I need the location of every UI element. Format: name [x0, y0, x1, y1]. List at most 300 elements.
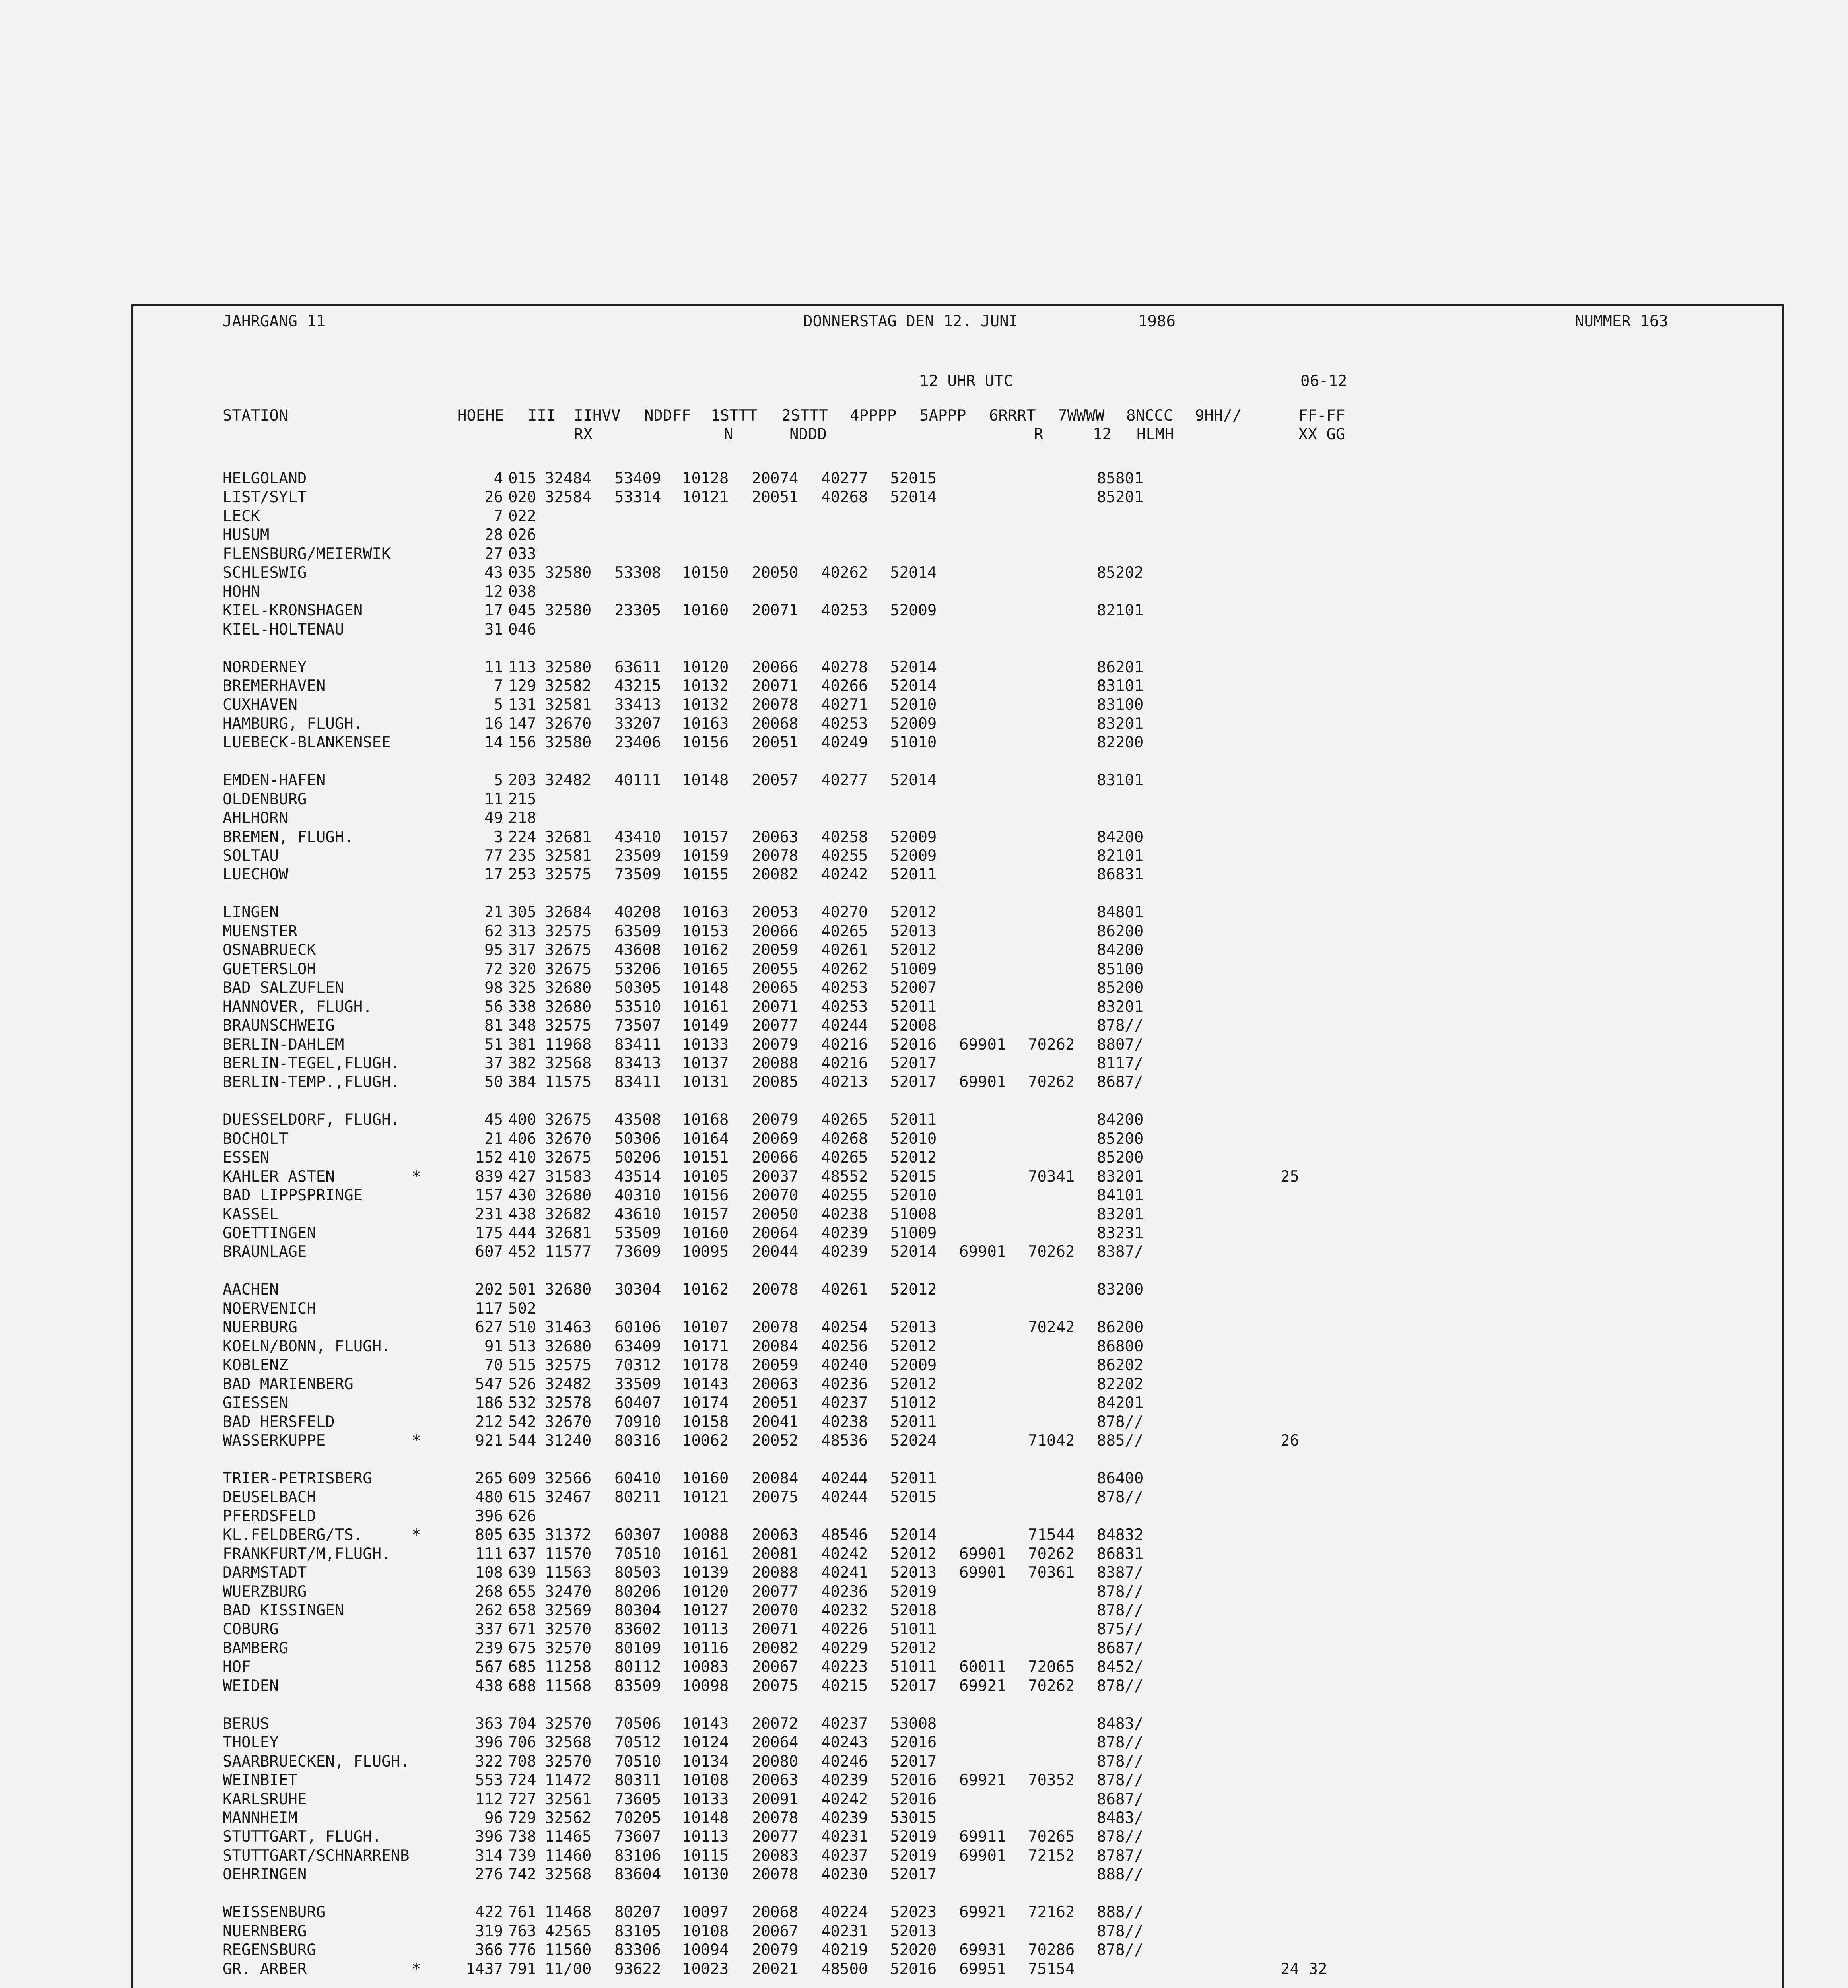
cell-station-name: BAD KISSINGEN	[223, 1602, 344, 1619]
cell-nddff: 63509	[614, 922, 661, 940]
cell-hoehe: 607	[475, 1243, 503, 1261]
cell-nddff: 53314	[614, 488, 661, 507]
cell-iihvv: 32675	[545, 1111, 592, 1129]
cell-iihvv: 32680	[545, 998, 592, 1016]
cell-nccc8: 86201	[1097, 658, 1144, 676]
cell-wwww7: 75154	[1028, 1960, 1075, 1978]
cell-nccc8: 83201	[1097, 714, 1144, 733]
cell-station-name: SOLTAU	[223, 847, 279, 865]
cell-wwww7: 70361	[1028, 1564, 1075, 1582]
cell-rrrt6: 69921	[959, 1771, 1006, 1790]
col-12: 12	[1093, 425, 1112, 443]
cell-iihvv: 32467	[545, 1488, 592, 1507]
cell-hoehe: 11	[484, 658, 503, 676]
cell-iii: 253	[508, 866, 536, 884]
cell-station-name: THOLEY	[223, 1734, 279, 1752]
cell-appp5: 52012	[890, 941, 937, 959]
cell-appp5: 52019	[890, 1846, 937, 1865]
cell-hoehe: 45	[484, 1111, 503, 1129]
cell-iii: 317	[508, 941, 536, 959]
cell-hoehe: 31	[484, 620, 503, 639]
cell-iihvv: 32680	[545, 979, 592, 997]
cell-nddff: 83105	[614, 1922, 661, 1940]
cell-iii: 427	[508, 1167, 536, 1186]
table-row	[223, 1469, 1774, 1488]
cell-station-name: BAD HERSFELD	[223, 1413, 335, 1431]
cell-nddff: 70506	[614, 1714, 661, 1733]
cell-sttt1: 10120	[682, 658, 729, 676]
cell-iihvv: 11577	[545, 1243, 592, 1261]
cell-nddff: 50306	[614, 1130, 661, 1148]
cell-wwww7: 70262	[1028, 1035, 1075, 1054]
cell-wwww7: 70262	[1028, 1677, 1075, 1695]
cell-hoehe: 157	[475, 1186, 503, 1205]
cell-nccc8: 82200	[1097, 734, 1144, 752]
col-5appp: 5APPP	[919, 407, 966, 425]
cell-station-name: ESSEN	[223, 1149, 270, 1167]
cell-iihvv: 32575	[545, 1017, 592, 1035]
cell-iii: 406	[508, 1130, 536, 1148]
cell-iii: 763	[508, 1922, 536, 1940]
table-row	[223, 1507, 1774, 1526]
cell-wwww7: 70242	[1028, 1318, 1075, 1337]
cell-iii: 113	[508, 658, 536, 676]
cell-appp5: 52016	[890, 1790, 937, 1808]
cell-sttt2: 20070	[752, 1602, 799, 1619]
col-8nccc: 8NCCC	[1126, 407, 1173, 425]
cell-pppp4: 40224	[821, 1903, 868, 1922]
cell-nccc8: 86800	[1097, 1337, 1144, 1355]
cell-iii: 218	[508, 809, 536, 827]
cell-appp5: 52012	[890, 1545, 937, 1563]
cell-iii: 791	[508, 1960, 536, 1978]
cell-hoehe: 438	[475, 1677, 503, 1695]
cell-sttt2: 20068	[752, 714, 799, 733]
cell-station-name: LECK	[223, 507, 260, 525]
cell-hoehe: 265	[475, 1469, 503, 1487]
cell-pppp4: 40240	[821, 1356, 868, 1375]
cell-iihvv: 31463	[545, 1318, 592, 1337]
table-row	[223, 1827, 1774, 1846]
cell-station-name: BERLIN-TEMP.,FLUGH.	[223, 1073, 400, 1091]
col-nddd: NDDD	[789, 425, 827, 443]
cell-sttt1: 10023	[682, 1960, 729, 1978]
cell-appp5: 52015	[890, 1488, 937, 1507]
cell-sttt2: 20052	[752, 1431, 799, 1450]
cell-sttt2: 20081	[752, 1545, 799, 1563]
col-iihvv: IIHVV	[574, 407, 621, 425]
cell-hoehe: 50	[484, 1073, 503, 1091]
cell-nccc8: 85200	[1097, 1130, 1144, 1148]
cell-station-name: AACHEN	[223, 1281, 279, 1299]
col-1sttt: 1STTT	[711, 407, 758, 425]
cell-iihvv: 32575	[545, 1356, 592, 1375]
cell-sttt2: 20082	[752, 1639, 799, 1657]
cell-nccc8: 84200	[1097, 941, 1144, 959]
cell-nccc8: 8483/	[1097, 1809, 1144, 1827]
cell-station-name: BRAUNSCHWEIG	[223, 1017, 335, 1035]
cell-iihvv: 11468	[545, 1903, 592, 1922]
cell-station-name: STUTTGART, FLUGH.	[223, 1828, 382, 1846]
cell-sttt1: 10062	[682, 1431, 729, 1450]
cell-iii: 706	[508, 1734, 536, 1752]
cell-appp5: 52019	[890, 1582, 937, 1601]
cell-sttt2: 20051	[752, 488, 799, 507]
col-2sttt: 2STTT	[781, 407, 828, 425]
cell-iii: 542	[508, 1413, 536, 1431]
cell-sttt2: 20044	[752, 1243, 799, 1261]
cell-iii: 639	[508, 1564, 536, 1582]
cell-iii: 739	[508, 1846, 536, 1865]
cell-iihvv: 32580	[545, 658, 592, 676]
cell-sttt2: 20085	[752, 1073, 799, 1091]
year-label: 1986	[1138, 313, 1176, 330]
cell-sttt2: 20074	[752, 470, 799, 487]
table-row	[223, 846, 1774, 865]
cell-nccc8: 8387/	[1097, 1243, 1144, 1261]
cell-nccc8: 878//	[1097, 1941, 1144, 1959]
cell-station-name: REGENSBURG	[223, 1941, 316, 1959]
cell-station-name: BERLIN-DAHLEM	[223, 1035, 344, 1054]
cell-station-name: HANNOVER, FLUGH.	[223, 998, 372, 1016]
col-6rrrt: 6RRRT	[989, 407, 1036, 425]
cell-iihvv: 32675	[545, 941, 592, 959]
cell-station-name: GUETERSLOH	[223, 960, 316, 978]
cell-hoehe: 567	[475, 1658, 503, 1676]
cell-nccc8: 8687/	[1097, 1639, 1144, 1657]
cell-sttt2: 20064	[752, 1734, 799, 1752]
cell-iii: 131	[508, 696, 536, 714]
cell-appp5: 52009	[890, 828, 937, 846]
cell-station-name: LIST/SYLT	[223, 488, 307, 507]
cell-sttt1: 10128	[682, 470, 729, 487]
cell-sttt1: 10120	[682, 1582, 729, 1601]
cell-hoehe: 37	[484, 1054, 503, 1072]
table-row	[223, 1073, 1774, 1091]
cell-pppp4: 40239	[821, 1243, 868, 1261]
cell-hoehe: 16	[484, 714, 503, 733]
cell-station-name: TRIER-PETRISBERG	[223, 1469, 372, 1487]
cell-iii: 382	[508, 1054, 536, 1072]
cell-sttt1: 10131	[682, 1073, 729, 1091]
cell-nddff: 73509	[614, 866, 661, 884]
cell-pppp4: 40254	[821, 1318, 868, 1337]
cell-nddff: 50305	[614, 979, 661, 997]
cell-sttt1: 10165	[682, 960, 729, 978]
cell-sttt1: 10115	[682, 1846, 729, 1865]
cell-appp5: 52016	[890, 1960, 937, 1978]
cell-iii: 224	[508, 828, 536, 846]
col-7wwww: 7WWWW	[1058, 407, 1105, 425]
cell-station-name: KIEL-KRONSHAGEN	[223, 602, 363, 620]
cell-appp5: 52019	[890, 1828, 937, 1846]
cell-hoehe: 91	[484, 1337, 503, 1355]
cell-hoehe: 7	[494, 507, 503, 525]
cell-sttt2: 20021	[752, 1960, 799, 1978]
cell-iii: 038	[508, 582, 536, 601]
cell-station-name: WASSERKUPPE	[223, 1431, 326, 1450]
cell-pppp4: 48546	[821, 1526, 868, 1544]
cell-nccc8: 86202	[1097, 1356, 1144, 1375]
cell-rrrt6: 69921	[959, 1903, 1006, 1922]
cell-sttt1: 10127	[682, 1602, 729, 1619]
cell-sttt2: 20051	[752, 734, 799, 752]
col-4pppp: 4PPPP	[850, 407, 897, 425]
cell-pppp4: 40230	[821, 1866, 868, 1884]
cell-iii: 615	[508, 1488, 536, 1507]
cell-hoehe: 839	[475, 1167, 503, 1186]
cell-station-name: KOELN/BONN, FLUGH.	[223, 1337, 391, 1355]
cell-sttt1: 10113	[682, 1828, 729, 1846]
table-row	[223, 809, 1774, 827]
cell-appp5: 53015	[890, 1809, 937, 1827]
cell-iii: 513	[508, 1337, 536, 1355]
cell-station-name: HAMBURG, FLUGH.	[223, 714, 363, 733]
cell-iihvv: 32582	[545, 677, 592, 695]
cell-nccc8: 8117/	[1097, 1054, 1144, 1072]
cell-station-name: DEUSELBACH	[223, 1488, 316, 1507]
table-row	[223, 1903, 1774, 1922]
cell-hoehe: 98	[484, 979, 503, 997]
cell-sttt2: 20053	[752, 903, 799, 922]
cell-station-name: KOBLENZ	[223, 1356, 288, 1375]
cell-iii: 704	[508, 1714, 536, 1733]
cell-sttt2: 20072	[752, 1714, 799, 1733]
cell-iihvv: 11968	[545, 1035, 592, 1054]
cell-station-name: WEISSENBURG	[223, 1903, 326, 1922]
cell-iihvv: 32570	[545, 1752, 592, 1771]
cell-sttt2: 20079	[752, 1941, 799, 1959]
cell-appp5: 53008	[890, 1714, 937, 1733]
cell-pppp4: 40277	[821, 771, 868, 790]
cell-iii: 708	[508, 1752, 536, 1771]
cell-iii: 015	[508, 470, 536, 487]
table-row	[223, 1242, 1774, 1261]
cell-nccc8: 85200	[1097, 979, 1144, 997]
cell-nddff: 80112	[614, 1658, 661, 1676]
cell-pppp4: 40231	[821, 1922, 868, 1940]
cell-appp5: 52013	[890, 1564, 937, 1582]
cell-wwww7: 71042	[1028, 1431, 1075, 1450]
cell-appp5: 52014	[890, 771, 937, 790]
cell-nccc8: 82101	[1097, 602, 1144, 620]
table-row	[223, 1016, 1774, 1035]
cell-nddff: 60407	[614, 1394, 661, 1412]
cell-station-name: BERUS	[223, 1714, 270, 1733]
cell-iii: 635	[508, 1526, 536, 1544]
table-row	[223, 1035, 1774, 1054]
cell-pppp4: 40268	[821, 1130, 868, 1148]
volume-label: JAHRGANG 11	[223, 313, 326, 330]
cell-iihvv: 32580	[545, 734, 592, 752]
cell-sttt2: 20088	[752, 1564, 799, 1582]
cell-appp5: 52016	[890, 1771, 937, 1790]
table-row	[223, 1413, 1774, 1431]
table-row	[223, 1167, 1774, 1186]
cell-pppp4: 40236	[821, 1375, 868, 1393]
cell-wwww7: 70352	[1028, 1771, 1075, 1790]
cell-nddff: 43215	[614, 677, 661, 695]
cell-iihvv: 32680	[545, 1186, 592, 1205]
cell-hoehe: 56	[484, 998, 503, 1016]
cell-hoehe: 96	[484, 1809, 503, 1827]
cell-iii: 776	[508, 1941, 536, 1959]
cell-hoehe: 337	[475, 1620, 503, 1639]
cell-station-name: GR. ARBER	[223, 1960, 307, 1978]
cell-sttt1: 10160	[682, 1224, 729, 1242]
cell-wwww7: 71544	[1028, 1526, 1075, 1544]
cell-station-name: STUTTGART/SCHNARRENB	[223, 1846, 410, 1865]
table-row	[223, 978, 1774, 997]
cell-nccc8: 875//	[1097, 1620, 1144, 1639]
cell-nddff: 23509	[614, 847, 661, 865]
cell-iihvv: 11568	[545, 1677, 592, 1695]
cell-pppp4: 40236	[821, 1582, 868, 1601]
cell-appp5: 51008	[890, 1205, 937, 1223]
cell-sttt1: 10149	[682, 1017, 729, 1035]
cell-sttt2: 20069	[752, 1130, 799, 1148]
cell-sttt2: 20067	[752, 1922, 799, 1940]
cell-station-name: BAD LIPPSPRINGE	[223, 1186, 363, 1205]
cell-iihvv: 32684	[545, 903, 592, 922]
cell-sttt1: 10151	[682, 1149, 729, 1167]
cell-iii: 742	[508, 1866, 536, 1884]
cell-pppp4: 40270	[821, 903, 868, 922]
cell-appp5: 51009	[890, 960, 937, 978]
table-row	[223, 1582, 1774, 1601]
cell-station-name: LUECHOW	[223, 866, 288, 884]
cell-nccc8: 8807/	[1097, 1035, 1144, 1054]
cell-iihvv: 32568	[545, 1054, 592, 1072]
table-row	[223, 1960, 1774, 1978]
cell-sttt2: 20071	[752, 998, 799, 1016]
cell-rrrt6: 69931	[959, 1941, 1006, 1959]
cell-sttt1: 10153	[682, 922, 729, 940]
cell-hoehe: 212	[475, 1413, 503, 1431]
table-row	[223, 1526, 1774, 1544]
cell-appp5: 52017	[890, 1752, 937, 1771]
cell-appp5: 52017	[890, 1866, 937, 1884]
cell-sttt1: 10161	[682, 998, 729, 1016]
table-row	[223, 1545, 1774, 1563]
cell-appp5: 52012	[890, 1281, 937, 1299]
cell-nccc8: 82101	[1097, 847, 1144, 865]
cell-nddff: 40111	[614, 771, 661, 790]
cell-iii: 444	[508, 1224, 536, 1242]
cell-station-name: DARMSTADT	[223, 1564, 307, 1582]
cell-sttt2: 20078	[752, 696, 799, 714]
cell-appp5: 52011	[890, 1413, 937, 1431]
cell-sttt2: 20063	[752, 828, 799, 846]
cell-nddff: 83604	[614, 1866, 661, 1884]
cell-sttt1: 10094	[682, 1941, 729, 1959]
cell-nddff: 53409	[614, 470, 661, 487]
cell-pppp4: 40231	[821, 1828, 868, 1846]
cell-station-name: AHLHORN	[223, 809, 288, 827]
cell-station-name: BOCHOLT	[223, 1130, 288, 1148]
cell-iii: 658	[508, 1602, 536, 1619]
cell-iii: 626	[508, 1507, 536, 1525]
cell-nccc8: 8687/	[1097, 1790, 1144, 1808]
cell-sttt2: 20079	[752, 1111, 799, 1129]
cell-nccc8: 84201	[1097, 1394, 1144, 1412]
table-row	[223, 1771, 1774, 1790]
cell-iii: 320	[508, 960, 536, 978]
period-label: 06-12	[1300, 372, 1347, 390]
cell-sttt2: 20065	[752, 979, 799, 997]
cell-iihvv: 32569	[545, 1602, 592, 1619]
issue-number: NUMMER 163	[1575, 313, 1668, 330]
cell-appp5: 52012	[890, 1149, 937, 1167]
cell-nccc8: 878//	[1097, 1828, 1144, 1846]
cell-pppp4: 40229	[821, 1639, 868, 1657]
cell-iihvv: 32470	[545, 1582, 592, 1601]
cell-sttt2: 20063	[752, 1771, 799, 1790]
cell-rrrt6: 69901	[959, 1846, 1006, 1865]
cell-station-name: LUEBECK-BLANKENSEE	[223, 734, 391, 752]
cell-station-name: WEIDEN	[223, 1677, 279, 1695]
cell-appp5: 52014	[890, 488, 937, 507]
table-row	[223, 1431, 1774, 1450]
cell-iihvv: 32581	[545, 847, 592, 865]
cell-nccc8: 878//	[1097, 1602, 1144, 1619]
cell-station-name: BRAUNLAGE	[223, 1243, 307, 1261]
cell-mountain-mark: *	[412, 1526, 421, 1544]
cell-sttt1: 10162	[682, 941, 729, 959]
cell-nddff: 53206	[614, 960, 661, 978]
cell-hoehe: 11	[484, 790, 503, 808]
cell-iii: 655	[508, 1582, 536, 1601]
cell-hoehe: 17	[484, 866, 503, 884]
cell-nccc8: 84200	[1097, 828, 1144, 846]
cell-iii: 384	[508, 1073, 536, 1091]
cell-ffff: 25	[1281, 1167, 1299, 1186]
cell-hoehe: 27	[484, 545, 503, 563]
cell-sttt1: 10159	[682, 847, 729, 865]
cell-iihvv: 32681	[545, 828, 592, 846]
cell-pppp4: 40265	[821, 1149, 868, 1167]
cell-sttt1: 10105	[682, 1167, 729, 1186]
cell-pppp4: 40265	[821, 922, 868, 940]
cell-appp5: 52017	[890, 1054, 937, 1072]
cell-station-name: SAARBRUECKEN, FLUGH.	[223, 1752, 410, 1771]
cell-iihvv: 32561	[545, 1790, 592, 1808]
cell-iii: 609	[508, 1469, 536, 1487]
cell-hoehe: 95	[484, 941, 503, 959]
table-row	[223, 545, 1774, 563]
cell-nccc8: 84101	[1097, 1186, 1144, 1205]
table-row	[223, 1809, 1774, 1827]
cell-sttt1: 10143	[682, 1375, 729, 1393]
table-row	[223, 771, 1774, 790]
table-row	[223, 507, 1774, 526]
cell-sttt2: 20064	[752, 1224, 799, 1242]
cell-sttt1: 10107	[682, 1318, 729, 1337]
cell-iii: 033	[508, 545, 536, 563]
cell-pppp4: 40258	[821, 828, 868, 846]
table-row	[223, 790, 1774, 809]
table-row	[223, 998, 1774, 1016]
cell-nddff: 80304	[614, 1602, 661, 1619]
cell-station-name: FRANKFURT/M,FLUGH.	[223, 1545, 391, 1563]
table-row	[223, 865, 1774, 884]
cell-nddff: 43410	[614, 828, 661, 846]
cell-pppp4: 40255	[821, 847, 868, 865]
cell-pppp4: 40256	[821, 1337, 868, 1355]
cell-appp5: 51010	[890, 734, 937, 752]
cell-hoehe: 396	[475, 1828, 503, 1846]
cell-iii: 022	[508, 507, 536, 525]
